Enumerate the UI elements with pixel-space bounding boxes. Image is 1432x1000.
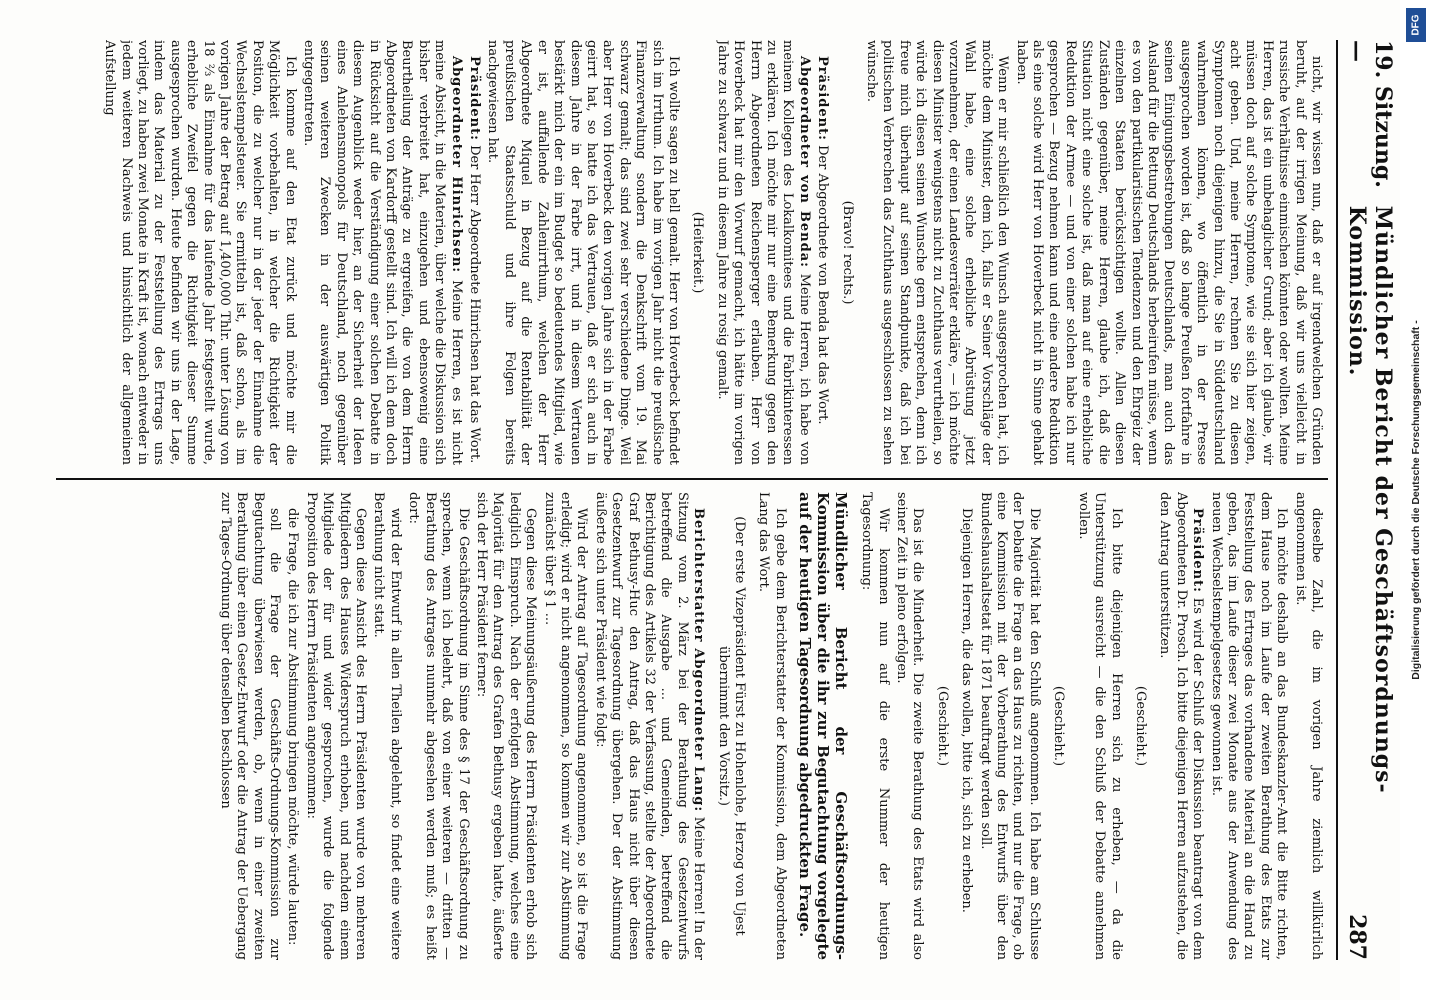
agenda-heading: Mündlicher Bericht der Geschäftsordnungs-Kommission über die ihr zur Begutachtung vorgelegte auf der heutigen Tagesordnung abgedruckten Frage.: [795, 492, 850, 960]
speech: [300, 40, 464, 465]
speech: [1156, 492, 1205, 960]
paragraph: Ich komme auf den Etat zurück und möchte mir die Möglichkeit vorbehalten, in welcher die Richtigkeit der Position, die zu welcher nur in der jeder der Einnahme die Wechselstempelsteuer. Sie ermitteln ist, daß schon, als im vorigen Jahre der Betrag auf 1,400,000 Thlr. unter Lösung von 18 ⅔ als Einnahme für das laufende Jahr festgestellt wurde, erhebliche Zweifel gegen die Richtigkeit dieser Summe ausgesprochen wurden. Heute befinden wir uns in der Lage, indem das Material zu der Feststellung des Ertrags uns vorliegt, zu haben zwei Monate in Kraft ist, wonach entweder in jedem weiteren Nachweis und hinsichtlich der allgemeinen Aufstellung: [102, 40, 298, 465]
column-left: [56, 40, 1324, 465]
paragraph: Gegen diese Ansicht des Herrn Präsidenten wurde von mehreren Mitgliedern des Hauses Widerspruch erhoben, und nachdem einem Mitgliede der für und wider gesprochen, wurde die folgende Proposition des Herrn Präsidenten angenommen:: [303, 492, 369, 960]
speech: [591, 492, 706, 960]
page-number: 287: [1344, 914, 1370, 960]
quotation: Wird der Antrag auf Tagesordnung angenommen, so ist die Frage erledigt; wird er nicht angenommen, so kommen wir zur Abstimmung zunächst über § 1 ...: [541, 492, 590, 960]
paragraph: Diejenigen Herren, die das wollen, bitte ich, sich zu erheben.: [959, 508, 975, 913]
speech-text: Es wird der Schluß der Diskussion beantragt von dem Abgeordneten Dr. Prosch. Ich bitte diejenigen Herren aufzustehen, die den Antrag unterstützen.: [1157, 492, 1206, 960]
quotation: soll die Frage der Geschäfts-Ordnungs-Kommission zur Begutachtung überwiesen werden, ob, wenn in einer zweiten Berathung über einen Gesetz-Entwurf oder die Antrag der Uebergang zur Tages-Ordnung über denselben beschlossen: [217, 492, 283, 960]
credit-text: Digitalisierung gefördert durch die Deutsche Forschungsgemeinschaft -: [1410, 320, 1422, 680]
column-divider: [56, 478, 1328, 480]
paragraph: dieselbe Zahl, die im vorigen Jahre ziemlich willkürlich angenommen ist.: [1292, 492, 1324, 960]
paragraph: Wenn er mir schließlich den Wunsch ausgesprochen hat, ich möchte dem Minister, dem ich, falls er Seiner Vorschläge der Wahl habe, eine solche erhebliche Abrüstung jetzt vorzunehmen, der einen Landesverräter erkläre, — ich möchte diesen Minister wenigstens nicht zu Zuchthaus verurtheilen, so würde ich diesen seinen Wunsche gern entsprechen, denn ich freue mich überhaupt auf seinen Standpunkte, daß ich bei politischen Verbrechen das Zuchthaus ausgeschlossen zu sehen wünsche.: [864, 40, 1011, 465]
header-title: Mündlicher Bericht der Geschäftsordnungs-Kommission.: [1344, 205, 1396, 794]
dfg-logo: [1406, 8, 1426, 42]
speaker-name: Abgeordneter von Benda:: [796, 56, 812, 268]
speech-text: Der Herr Abgeordnete Hinrichsen hat das Wort.: [467, 145, 483, 464]
speaker-name: Abgeordneter Hinrichsen:: [448, 56, 464, 274]
stage-direction: (Der erste Vizepräsident Fürst zu Hohenlohe, Herzog von Ujest übernimmt den Vorsitz.): [715, 516, 748, 936]
stage-direction: (Geschieht.): [1051, 685, 1067, 767]
speech-text: Meine Herren! In der Sitzung vom 2. März bei der Berathung des Gesetzentwurfs betreffend die Ausgabe ... und Gemeinden, betreffend die Berichtigung des Artikels 32 der Verfassung, stellte der Abgeordnete Graf Bethusy-Huc den Antrag, daß das Haus nicht über diesen Gesetzentwurf zur Tagesordnung übergehen. Der der Abstimmung äußerte sich unter Präsident wie folgt:: [592, 492, 707, 960]
paragraph: Das ist die Minderheit. Die zweite Berathung des Etats wird also seiner Zeit in pleno erfolgen.: [894, 492, 926, 960]
stage-direction: (Bravo! rechts.): [839, 200, 855, 305]
quotation: die Frage, die ich zur Abstimmung bringen möchte, würde lauten:: [285, 508, 301, 946]
paragraph: Ich gebe dem Berichterstatter der Kommission, dem Abgeordneten Lang das Wort.: [756, 492, 788, 960]
dfg-logo-text: DFG: [1410, 14, 1422, 36]
speech-text: Meine Herren, es ist nicht meine Absicht, in die Materien, über welche die Diskussion sich bisher verbreitet hat, einzugehen und ebensowenig eine Beurtheilung der Anträge zu ergreifen, die von dem Herrn Abgeordneten von Kardorff gestellt sind. Ich will ich dem doch in Rücksicht auf die Verständigung einer solchen Debatte in diesem Augenblick weder hier, an der Sicherheit der Ideen eines Anlehensmonopols für Deutschland, noch gegenüber seinen weiteren Zwecken in der auswärtigen Politik entgegentreten.: [301, 40, 464, 465]
speech: [713, 40, 811, 465]
paragraph: nicht, wir wissen nun, daß er auf irgendwelchen Gründen beruht, auf der irrigen Meinung, daß wir uns vielleicht in russische Verhältnisse einmischen könnten oder wollten. Meine Herren, das ist ein unbehaglicher Grund; aber ich glaube, wir müssen doch auf solche Symptome, wie sie sich hier zeigen, acht geben. Und, meine Herren, rechnen Sie zu diesen Symptomen noch diejenigen hinzu, die Sie in Süddeutschland wahrnehmen können, wo öffentlich in der Presse ausgesprochen worden ist, daß so lange Preußen fortfahre in seinen Einigungsbestrebungen Deutschlands, man auch das Ausland für die Rettung Deutschlands herbeirufen müsse, wenn es von den partikularistischen Tendenzen und den Ehrgeiz der einzelnen Staaten berücksichtigen wollte. Allen diesen Zuständen gegenüber, meine Herren, glaube ich, daß die Situation nicht eine solche ist, daß man auf eine erhebliche Reduktion der Armee — und von einer solchen habe ich nur gesprochen — Bezug nehmen kann und eine andere Reduktion als eine solche wird Herr von Hoverbeck nicht in Sinne gehabt haben.: [1013, 40, 1324, 465]
paragraph: Ich wollte sagen zu hell gemalt. Herr von Hoverbeck befindet sich im Irrthum. Ich habe im vorigen Jahr nicht die preußische Finanzverwaltung sondern die Denkschrift vom 19. Mai schwarz gemalt; das sind zwei sehr verschiedene Dinge. Weil aber Herr von Hoverbeck den vorigen Jahre sich in der Farbe geirrt hat, so hatte ich das Vertrauen, daß er sich auch in diesem Jahre in der Farbe irrt, und in diesem Vertrauen bestärkt mich der ein im Budget so bedeutendes Mitglied, wie er ist, auffallende Zahlenirrthum, welchen der Herr Abgeordnete Miquel in Bezug auf die Rentabilität der preußischen Staatsschuld und ihre Folgen bereits nachgewiesen hat.: [485, 40, 681, 465]
header-session: 19. Sitzung. —: [1344, 40, 1396, 188]
stage-direction: (Heiterkeit.): [690, 211, 706, 294]
speaker-name: Berichterstatter Abgeordneter Lang:: [691, 508, 707, 813]
paragraph: Die Majorität hat den Schluß angenommen. Ich habe am Schlusse der Debatte die Frage an das Haus zu richten, und nur die Frage, ob eine Kommission mit der Vorberathung des Entwurfs über den Bundeshaushaltsetat für 1871 beauftragt werden soll.: [977, 492, 1042, 960]
paragraph: Ich möchte deshalb an das Bundeskanzler-Amt die Bitte richten, dem Hause noch im Laufe der zweiten Berathung des Etats zur Feststellung des Ertrages das vorhandene Material an die Hand zu geben, das im Laufe dieser zwei Monate aus der Anwendung des neuen Wechselstempelgesetzes gewonnen ist.: [1208, 492, 1290, 960]
paragraph: Gegen diese Meinungsäußerung des Herrn Präsidenten erhob sich lediglich Einspruch. Nach der erfolgten Abstimmung, welches eine Majorität für den Antrag des Grafen Bethusy ergeben hatte, äußerte sich der Herr Präsident ferner:: [473, 492, 539, 960]
speech: [814, 40, 830, 465]
speech-text: Der Abgeordnete von Benda hat das Wort.: [815, 145, 831, 425]
paragraph: Ich bitte diejenigen Herren sich zu erheben, — da die Unterstützung ausreicht — die den Schluß der Debatte annehmen wollen.: [1075, 492, 1124, 960]
column-right: [56, 492, 1324, 960]
speaker-name: Präsident:: [467, 56, 483, 141]
running-header: [1336, 40, 1396, 960]
stage-direction: (Geschieht.): [1132, 685, 1148, 767]
speech-text: Meine Herren, ich habe von meinem Kollegen des Lokalkomitees und die Fabrikinteressen zu erklären. Ich möchte mir nur eine Bemerkung gegen den Herrn Abgeordneten Reichensperger erlauben. Herr von Hoverbeck hat mir den Vorwurf gemacht, ich hätte im vorigen Jahre zu schwarz und in diesem Jahre zu rosig gemalt.: [714, 40, 812, 465]
speech: [466, 40, 482, 465]
rotated-page: [26, 0, 1406, 1000]
speaker-name: Präsident:: [1190, 508, 1206, 593]
paragraph: Wir kommen nun auf die erste Nummer der heutigen Tagesordnung:: [859, 492, 891, 960]
quotation: wird der Entwurf in allen Theilen abgelehnt, so findet eine weitere Berathung nicht statt.: [371, 492, 403, 960]
page-body: [56, 40, 1396, 960]
quotation: Die Geschäftsordnung im Sinne des § 17 der Geschäftsordnung zu sprechen, wenn ich belehrt, daß von einer weiteren — dritten — Berathung des Antrages nunmehr abgesehen werden muß; es heißt dort:: [406, 492, 471, 960]
speaker-name: Präsident:: [815, 56, 831, 141]
digitization-credit: [1400, 0, 1432, 1000]
stage-direction: (Geschieht.): [934, 685, 950, 767]
